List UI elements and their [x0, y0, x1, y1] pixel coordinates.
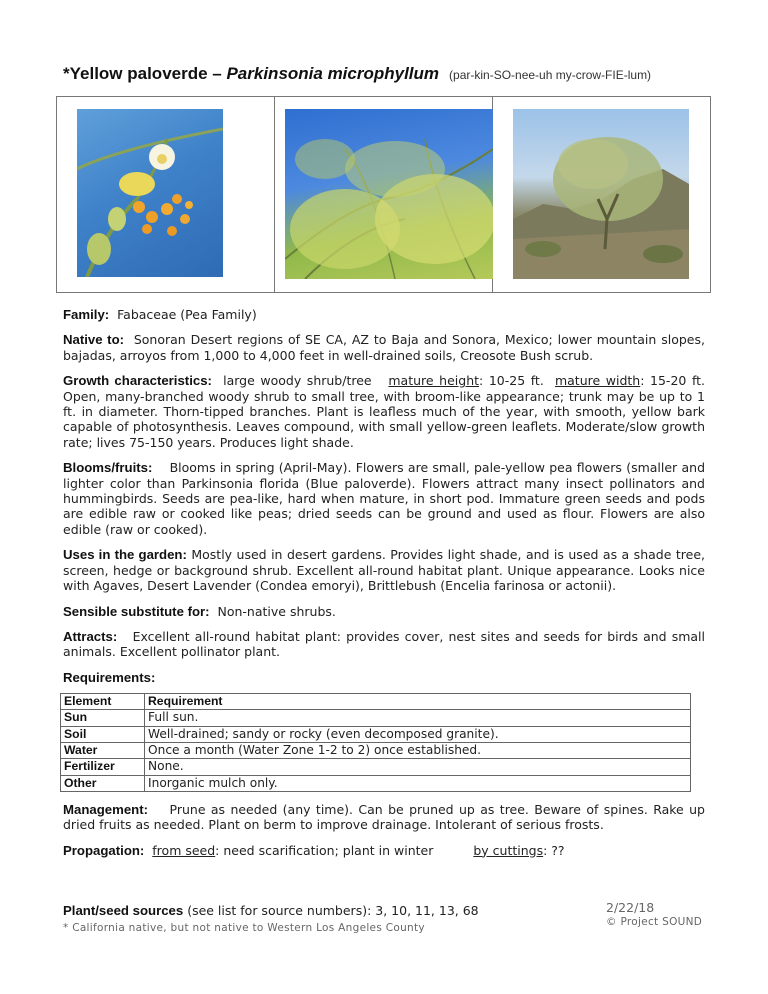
header-requirement: Requirement	[145, 694, 691, 710]
attracts-section: Attracts: Excellent all-round habitat plant: provides cover, nest sites and seeds for birds and small animals. Excellent pollinator plant.	[63, 628, 706, 660]
table-header-row	[61, 694, 691, 710]
uses-section: Uses in the garden: Mostly used in desert gardens. Provides light shade, and is used as a shade tree, screen, hedge or background shrub. Excellent all-round habitat plant. Unique appearance. Looks nice with Agaves, Desert Lavender (Condea emoryi), Brittlebush (Encelia farinosa or actonii).	[63, 547, 705, 594]
blooming-canopy-photo	[285, 109, 493, 279]
revision-date: 2/22/18	[606, 900, 655, 915]
native-footnote: * California native, but not native to Western Los Angeles County	[63, 922, 425, 934]
native-section: Native to: Sonoran Desert regions of SE CA, AZ to Baja and Sonora, Mexico; lower mountain slopes, bajadas, arroyos from 1,000 to 4,000 feet in well-drained soils, Creosote Bush scrub.	[63, 332, 705, 363]
table-row: Other Inorganic mulch only.	[61, 775, 691, 791]
common-name: *Yellow paloverde –	[63, 64, 227, 83]
photo-cell-tree	[493, 97, 710, 292]
copyright: © Project SOUND	[606, 916, 703, 928]
photo-cell-flower	[57, 97, 275, 292]
growth-section: Growth characteristics: large woody shrub/tree mature height: 10-25 ft. mature width: 15-20 ft. Open, many-branched woody shrub to small tree, with broom-like appearance; trunk may be up to 1 ft. in diameter. Thorn-tipped branches. Plant is leafless much of the year, with smooth, yellow bark capable of photosynthesis. Leaves compound, with small yellow-green leaflets. Moderate/slow growth rate; lives 75-150 years. Produces light shade.	[63, 373, 705, 450]
table-row: Fertilizer None.	[61, 759, 691, 775]
table-row: Sun Full sun.	[61, 710, 691, 726]
page-footer	[63, 900, 705, 932]
propagation-section: Propagation: from seed: need scarification; plant in winter by cuttings: ??	[63, 842, 565, 858]
blooms-section: Blooms/fruits: Blooms in spring (April-May). Flowers are small, pale-yellow pea flowers (smaller and lighter color than Parkinsonia florida (Blue paloverde). Flowers attract many insect pollinators and hummingbirds. Seeds are pea-like, hard when mature, in short pod. Immature green seeds and pods are edible raw or cooked like peas; dried seeds can be ground and used as flour. Flowers are also edible (raw or cooked).	[63, 460, 705, 537]
page-title	[63, 64, 723, 84]
requirements-table	[60, 693, 691, 792]
tree-landscape-photo	[513, 109, 689, 279]
scientific-name: Parkinsonia microphyllum	[226, 64, 440, 83]
table-row: Soil Well-drained; sandy or rocky (even decomposed granite).	[61, 726, 691, 742]
substitute-section: Sensible substitute for: Non-native shrubs.	[63, 603, 336, 619]
flower-closeup-photo	[77, 109, 223, 277]
pronunciation: (par-kin-SO-nee-uh my-crow-FIE-lum)	[449, 68, 652, 82]
photo-strip	[56, 96, 711, 293]
requirements-heading: Requirements:	[63, 669, 156, 685]
header-element: Element	[61, 694, 145, 710]
photo-cell-canopy	[275, 97, 493, 292]
plant-description	[63, 307, 705, 868]
table-row: Water Once a month (Water Zone 1-2 to 2) once established.	[61, 743, 691, 759]
family-section: Family: Fabaceae (Pea Family)	[63, 307, 257, 322]
management-section: Management: Prune as needed (any time). Can be pruned up as tree. Beware of spines. Rake up dried fruits as needed. Plant on berm to improve drainage. Intolerant of serious frosts.	[63, 801, 705, 833]
sources-line: Plant/seed sources (see list for source numbers): 3, 10, 11, 13, 68	[63, 903, 479, 918]
